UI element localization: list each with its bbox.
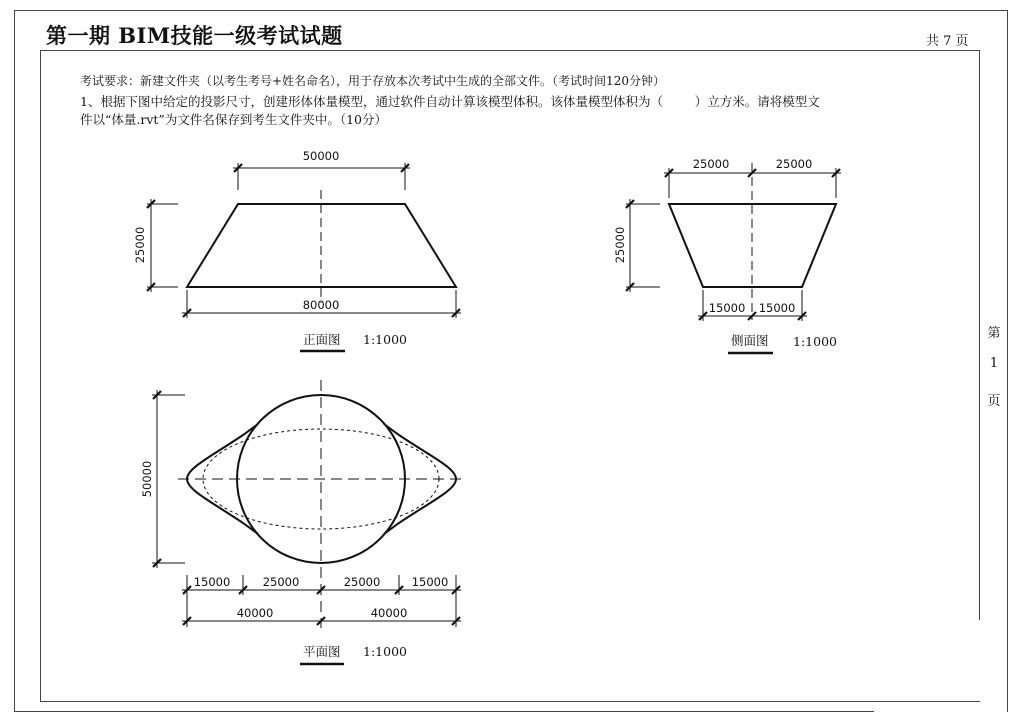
total-pages: 共 7 页 bbox=[926, 34, 969, 49]
side-top-left: 25000 bbox=[692, 157, 730, 171]
page-side-label-1: 第 bbox=[987, 326, 1001, 341]
plan-seg-4: 15000 bbox=[411, 575, 449, 589]
side-view bbox=[613, 157, 841, 353]
plan-height: 50000 bbox=[140, 460, 154, 498]
plan-view-caption: 平面图 bbox=[303, 644, 341, 659]
plan-half-right: 40000 bbox=[370, 606, 408, 620]
plan-seg-3: 25000 bbox=[343, 575, 381, 589]
exam-requirement: 考试要求：新建文件夹（以考生考号+姓名命名），用于存放本次考试中生成的全部文件。（考试时间120分钟） bbox=[80, 74, 665, 88]
front-top-width: 50000 bbox=[302, 149, 340, 163]
front-view-scale: 1:1000 bbox=[363, 332, 407, 347]
side-view-scale: 1:1000 bbox=[793, 334, 837, 349]
question-text-line-1: 1、根据下图中给定的投影尺寸，创建形体体量模型，通过软件自动计算该模型体积。该体量模型体积为（ ）立方米。请将模型文 bbox=[80, 94, 820, 109]
page-title: 第一期 BIM技能一级考试试题 bbox=[46, 23, 343, 48]
front-view-caption: 正面图 bbox=[303, 332, 341, 347]
plan-seg-1: 15000 bbox=[193, 575, 231, 589]
question-text-line-2: 件以“体量.rvt”为文件名保存到考生文件夹中。（10分） bbox=[80, 112, 387, 127]
plan-view bbox=[140, 380, 466, 664]
plan-view-scale: 1:1000 bbox=[363, 644, 407, 659]
plan-seg-2: 25000 bbox=[262, 575, 300, 589]
page-side-label-2: 1 bbox=[989, 356, 999, 371]
side-bottom-left: 15000 bbox=[708, 301, 746, 315]
page-side-label-3: 页 bbox=[987, 394, 1001, 409]
front-bottom-width: 80000 bbox=[302, 298, 340, 312]
side-height: 25000 bbox=[613, 226, 627, 264]
plan-half-left: 40000 bbox=[236, 606, 274, 620]
side-view-trapezoid bbox=[669, 204, 836, 287]
side-top-right: 25000 bbox=[775, 157, 813, 171]
front-height: 25000 bbox=[133, 226, 147, 264]
side-bottom-right: 15000 bbox=[758, 301, 796, 315]
front-view bbox=[133, 149, 461, 351]
side-view-caption: 侧面图 bbox=[731, 333, 769, 348]
